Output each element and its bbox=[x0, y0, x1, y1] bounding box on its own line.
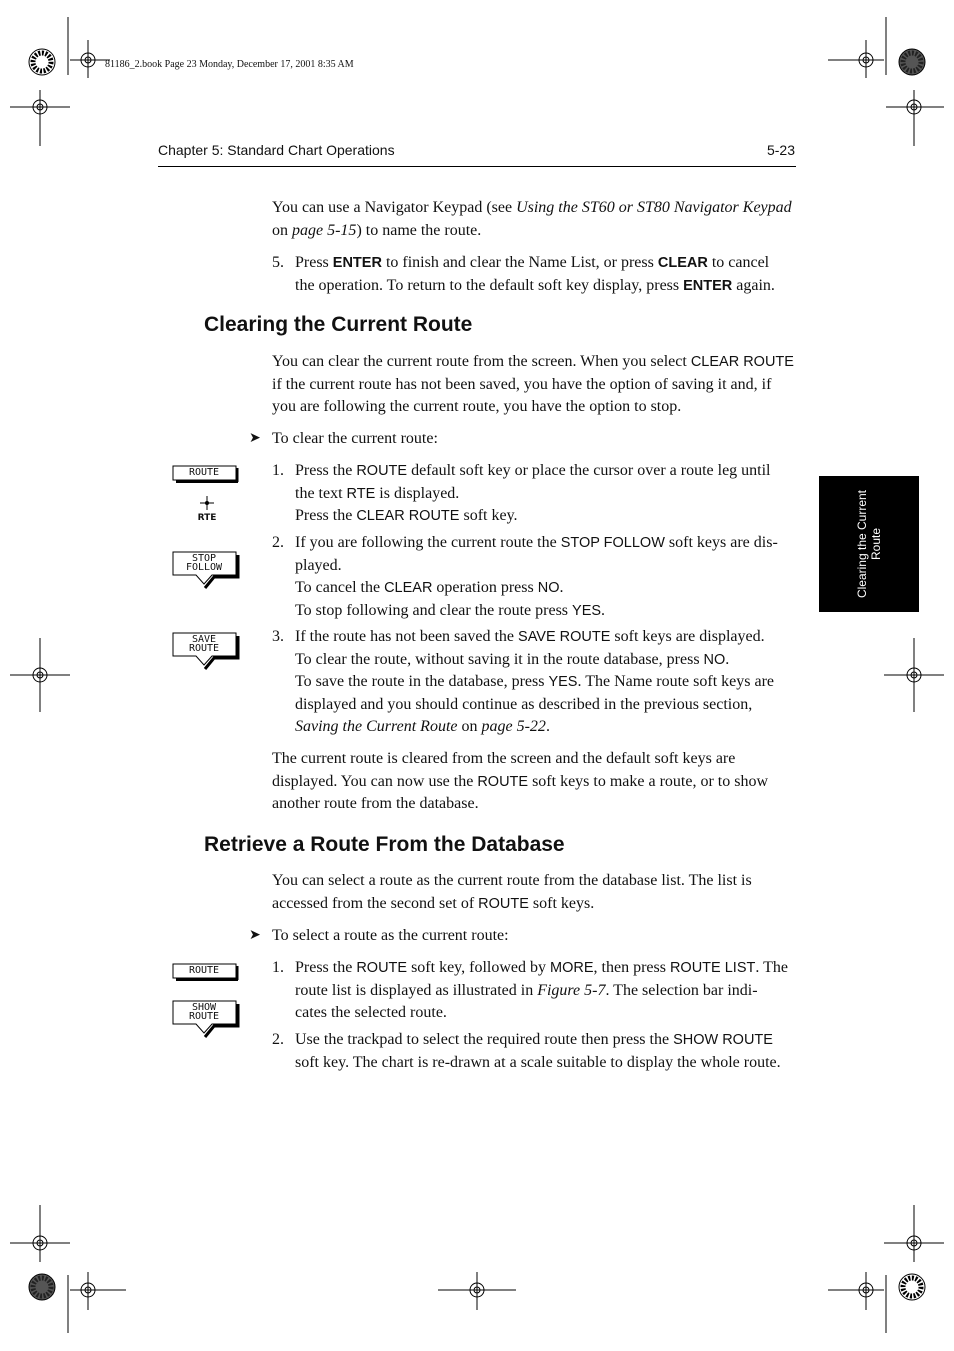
page-reference[interactable]: page 5-15 bbox=[292, 221, 357, 239]
rte-cursor-icon: RTE bbox=[190, 496, 224, 512]
procedure-arrow-icon: ➤ bbox=[249, 430, 261, 446]
step-number: 2. bbox=[272, 1031, 284, 1048]
cross-reference[interactable]: Using the ST60 or ST80 Navigator Keypad bbox=[516, 199, 792, 216]
step-number: 5. bbox=[272, 254, 284, 271]
step-text: Press the ROUTE default soft key or place the cursor over a route leg until the text RTE is displayed. Press the CLEAR ROUTE soft key. bbox=[295, 462, 771, 524]
step-5-text: Press ENTER to finish and clear the Name List, or press CLEAR to cancel the operation. To return to the default soft key display, press ENTER again. bbox=[295, 254, 775, 294]
step-number: 3. bbox=[272, 628, 284, 645]
step-text: Press the ROUTE soft key, followed by MORE, then press ROUTE LIST. The route list is displayed as illustrated in Figure 5-7. The selection bar indi- cates the selected route. bbox=[295, 959, 788, 1021]
softkey-name: CLEAR ROUTE bbox=[690, 354, 794, 370]
side-tab-label: Clearing the Current Route bbox=[855, 489, 883, 599]
procedure-title: To select a route as the current route: bbox=[272, 927, 509, 944]
section-1-intro: You can clear the current route from the screen. When you select CLEAR ROUTE if the current route has not been saved, you have the option of saving it and, if you are following the current route, you have the option to stop. bbox=[272, 353, 794, 415]
side-tab bbox=[819, 476, 919, 612]
text: ) to name the route. bbox=[356, 221, 482, 239]
section-2-intro: You can select a route as the current route from the database list. The list is accessed from the second set of ROUTE soft keys. bbox=[272, 872, 752, 912]
route-softkey-icon: ROUTE bbox=[172, 963, 238, 983]
show-route-softkey-icon: SHOW ROUTE bbox=[172, 1000, 238, 1040]
cross-reference[interactable]: Saving the Current Route bbox=[295, 718, 458, 735]
text: You can use a Navigator Keypad (see bbox=[272, 199, 517, 216]
key-name: ENTER bbox=[332, 255, 382, 271]
procedure-title: To clear the current route: bbox=[272, 430, 438, 447]
header-rule bbox=[158, 166, 796, 167]
procedure-arrow-icon: ➤ bbox=[249, 927, 261, 943]
running-header-chapter: Chapter 5: Standard Chart Operations bbox=[158, 142, 395, 158]
step-number: 1. bbox=[272, 462, 284, 479]
step-text: If the route has not been saved the SAVE ROUTE soft keys are displayed. To clear the route, without saving it in the route database, press NO. To save the route in the database, press YES. The Name route soft keys are displayed and you should continue as described in the previous section, Saving the Current Route on page 5-22. bbox=[295, 628, 775, 735]
step-number: 2. bbox=[272, 534, 284, 551]
text: on bbox=[272, 221, 292, 239]
cross-reference[interactable]: Figure 5-7 bbox=[537, 981, 606, 999]
intro-paragraph bbox=[272, 197, 792, 242]
key-name: ENTER bbox=[683, 277, 733, 294]
running-header-page-number: 5-23 bbox=[766, 142, 795, 158]
section-heading-clearing-route: Clearing the Current Route bbox=[204, 313, 473, 336]
route-softkey-icon: ROUTE bbox=[172, 465, 238, 485]
section-heading-retrieve-route: Retrieve a Route From the Database bbox=[204, 833, 565, 856]
stop-follow-softkey-icon: STOP FOLLOW bbox=[172, 551, 238, 591]
step-text: If you are following the current route the STOP FOLLOW soft keys are dis- played. To cancel the CLEAR operation press NO. To stop following and clear the route press YES. bbox=[295, 534, 778, 619]
print-info-line: 81186_2.book Page 23 Monday, December 17, 2001 8:35 AM bbox=[105, 59, 354, 70]
key-name: CLEAR bbox=[657, 255, 708, 271]
section-1-closing: The current route is cleared from the screen and the default soft keys are displayed. You can now use the ROUTE soft keys to make a route, or to show another route from the database. bbox=[272, 750, 769, 812]
page-reference[interactable]: page 5-22 bbox=[481, 718, 546, 735]
step-number: 1. bbox=[272, 959, 284, 976]
save-route-softkey-icon: SAVE ROUTE bbox=[172, 632, 238, 672]
step-text: Use the trackpad to select the required route then press the SHOW ROUTE soft key. The chart is re-drawn at a scale suitable to display the whole route. bbox=[295, 1031, 781, 1071]
